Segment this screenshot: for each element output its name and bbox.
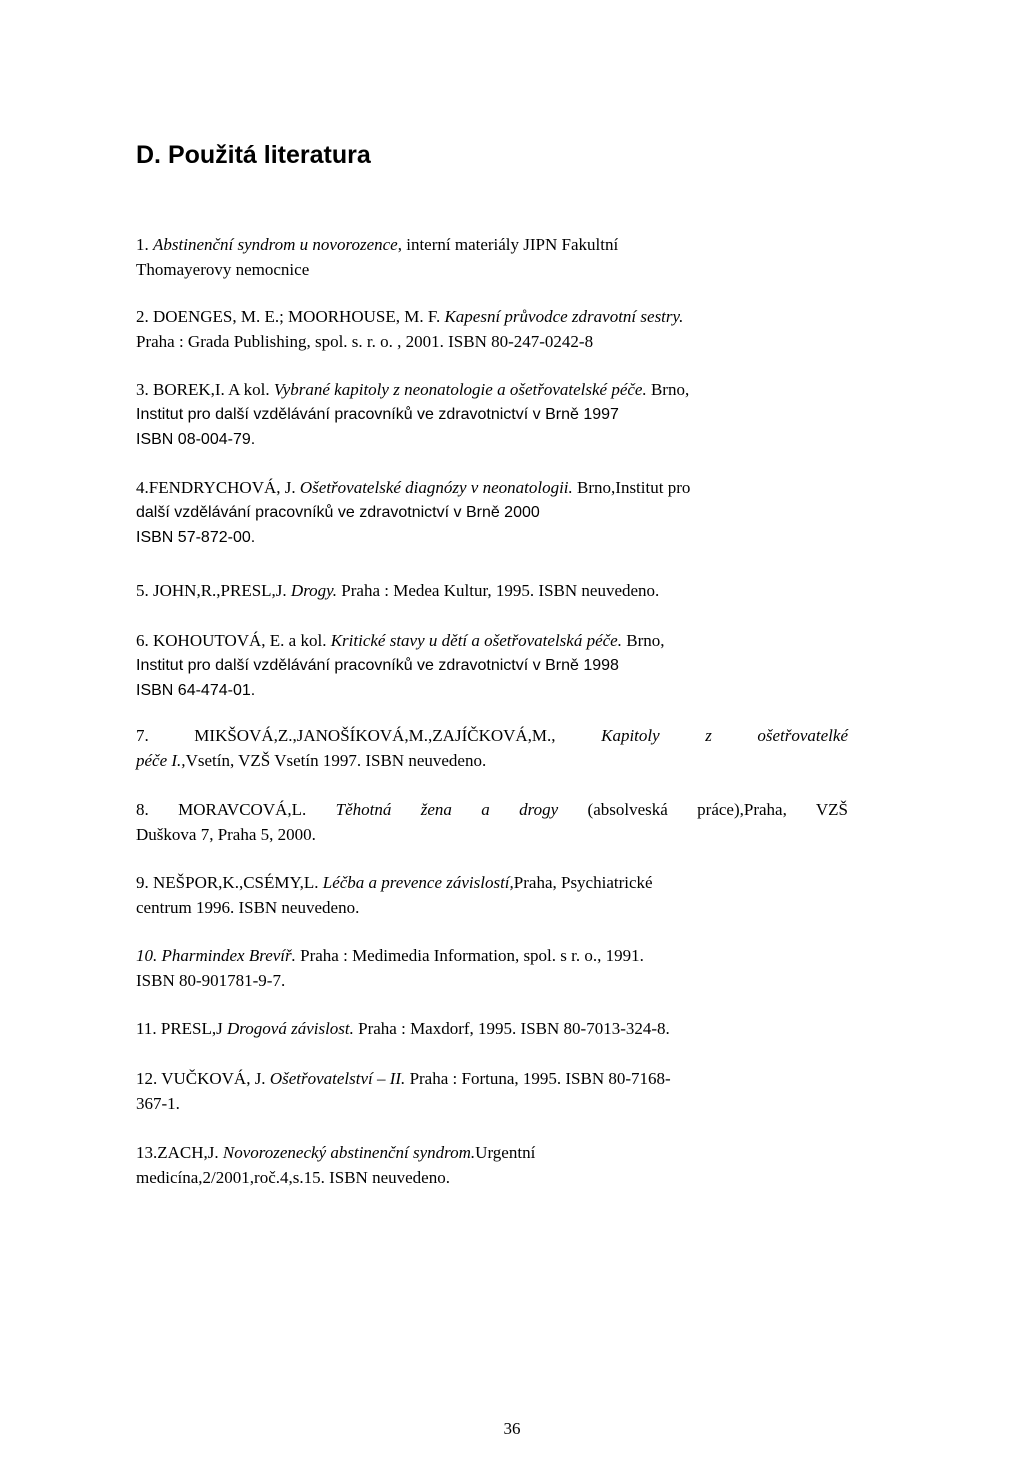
- reference-line: Institut pro další vzdělávání pracovníků ve zdravotnictví v Brně 1997: [136, 406, 619, 423]
- reference-item-8: [136, 797, 848, 847]
- reference-line: ISBN 80-901781-9-7.: [136, 971, 286, 990]
- reference-item-12: [136, 1066, 848, 1116]
- reference-item-13: [136, 1140, 848, 1190]
- reference-title: Pharmindex Brevíř.: [161, 946, 296, 965]
- reference-line: Praha : Grada Publishing, spol. s. r. o. , 2001. ISBN 80-247-0242-8: [136, 332, 594, 351]
- reference-item-10: [136, 943, 848, 993]
- reference-line: 2. DOENGES, M. E.; MOORHOUSE, M. F. Kapesní průvodce zdravotní sestry.: [136, 307, 684, 326]
- reference-line: 9. NEŠPOR,K.,CSÉMY,L. Léčba a prevence závislostí,Praha, Psychiatrické: [136, 873, 653, 892]
- reference-item-1: [136, 232, 848, 282]
- reference-line: 11. PRESL,J Drogová závislost. Praha : Maxdorf, 1995. ISBN 80-7013-324-8.: [136, 1019, 670, 1038]
- reference-title: Novorozenecký abstinenční syndrom.: [222, 1143, 476, 1162]
- reference-line: péče I.,Vsetín, VZŠ Vsetín 1997. ISBN neuvedeno.: [136, 751, 487, 770]
- reference-line: další vzdělávání pracovníků ve zdravotnictví v Brně 2000: [136, 504, 540, 521]
- reference-title: Vybrané kapitoly z neonatologie a ošetřovatelské péče.: [273, 380, 647, 399]
- reference-item-11: [136, 1016, 848, 1041]
- reference-item-6: [136, 628, 848, 703]
- reference-line: ISBN 08-004-79.: [136, 431, 256, 448]
- reference-item-7: [136, 723, 848, 773]
- reference-item-9: [136, 870, 848, 920]
- reference-title: Drogová závislost.: [227, 1019, 354, 1038]
- reference-line: Institut pro další vzdělávání pracovníků ve zdravotnictví v Brně 1998: [136, 657, 619, 674]
- page-number: 36: [503, 1419, 521, 1438]
- reference-line: 13.ZACH,J. Novorozenecký abstinenční syndrom.Urgentní: [136, 1143, 536, 1162]
- reference-title: Ošetřovatelské diagnózy v neonatologii.: [299, 478, 573, 497]
- reference-line: 7. MIKŠOVÁ,Z.,JANOŠÍKOVÁ,M.,ZAJÍČKOVÁ,M., Kapitoly z ošetřovatelké: [136, 726, 848, 745]
- reference-title: Abstinenční syndrom u novorozence: [153, 235, 398, 254]
- reference-line: 12. VUČKOVÁ, J. Ošetřovatelství – II. Praha : Fortuna, 1995. ISBN 80-7168-: [136, 1069, 671, 1088]
- reference-line: 8. MORAVCOVÁ,L. Těhotná žena a drogy (absolveská práce),Praha, VZŠ: [136, 800, 848, 819]
- reference-title: Léčba a prevence závislostí,: [322, 873, 514, 892]
- reference-item-4: [136, 475, 848, 550]
- reference-line: 3. BOREK,I. A kol. Vybrané kapitoly z neonatologie a ošetřovatelské péče. Brno,: [136, 380, 690, 399]
- reference-title-continued: péče I.,: [136, 751, 186, 770]
- reference-item-5: [136, 578, 848, 603]
- reference-item-3: [136, 377, 848, 452]
- reference-line: centrum 1996. ISBN neuvedeno.: [136, 898, 360, 917]
- reference-line: 4.FENDRYCHOVÁ, J. Ošetřovatelské diagnózy v neonatologii. Brno,Institut pro: [136, 478, 691, 497]
- reference-line: Thomayerovy nemocnice: [136, 260, 310, 279]
- reference-line: ISBN 57-872-00.: [136, 529, 256, 546]
- reference-item-2: [136, 304, 848, 354]
- reference-title: Kapesní průvodce zdravotní sestry.: [444, 307, 684, 326]
- reference-title: Ošetřovatelství – II.: [269, 1069, 406, 1088]
- reference-line: 367-1.: [136, 1094, 180, 1113]
- reference-line: 5. JOHN,R.,PRESL,J. Drogy. Praha : Medea Kultur, 1995. ISBN neuvedeno.: [136, 581, 660, 600]
- reference-line: medicína,2/2001,roč.4,s.15. ISBN neuvedeno.: [136, 1168, 450, 1187]
- reference-title: Drogy.: [290, 581, 338, 600]
- reference-title: Těhotná žena a drogy: [335, 800, 559, 819]
- reference-title: Kapitoly z ošetřovatelké: [601, 726, 848, 745]
- reference-line: ISBN 64-474-01.: [136, 682, 256, 699]
- reference-line: Duškova 7, Praha 5, 2000.: [136, 825, 316, 844]
- page-title: D. Použitá literatura: [136, 141, 371, 169]
- reference-line: 1. Abstinenční syndrom u novorozence, interní materiály JIPN Fakultní: [136, 235, 619, 254]
- reference-title: Kritické stavy u dětí a ošetřovatelská péče.: [330, 631, 622, 650]
- reference-line: 6. KOHOUTOVÁ, E. a kol. Kritické stavy u dětí a ošetřovatelská péče. Brno,: [136, 631, 665, 650]
- reference-line: 10. Pharmindex Brevíř. Praha : Medimedia Information, spol. s r. o., 1991.: [136, 946, 644, 965]
